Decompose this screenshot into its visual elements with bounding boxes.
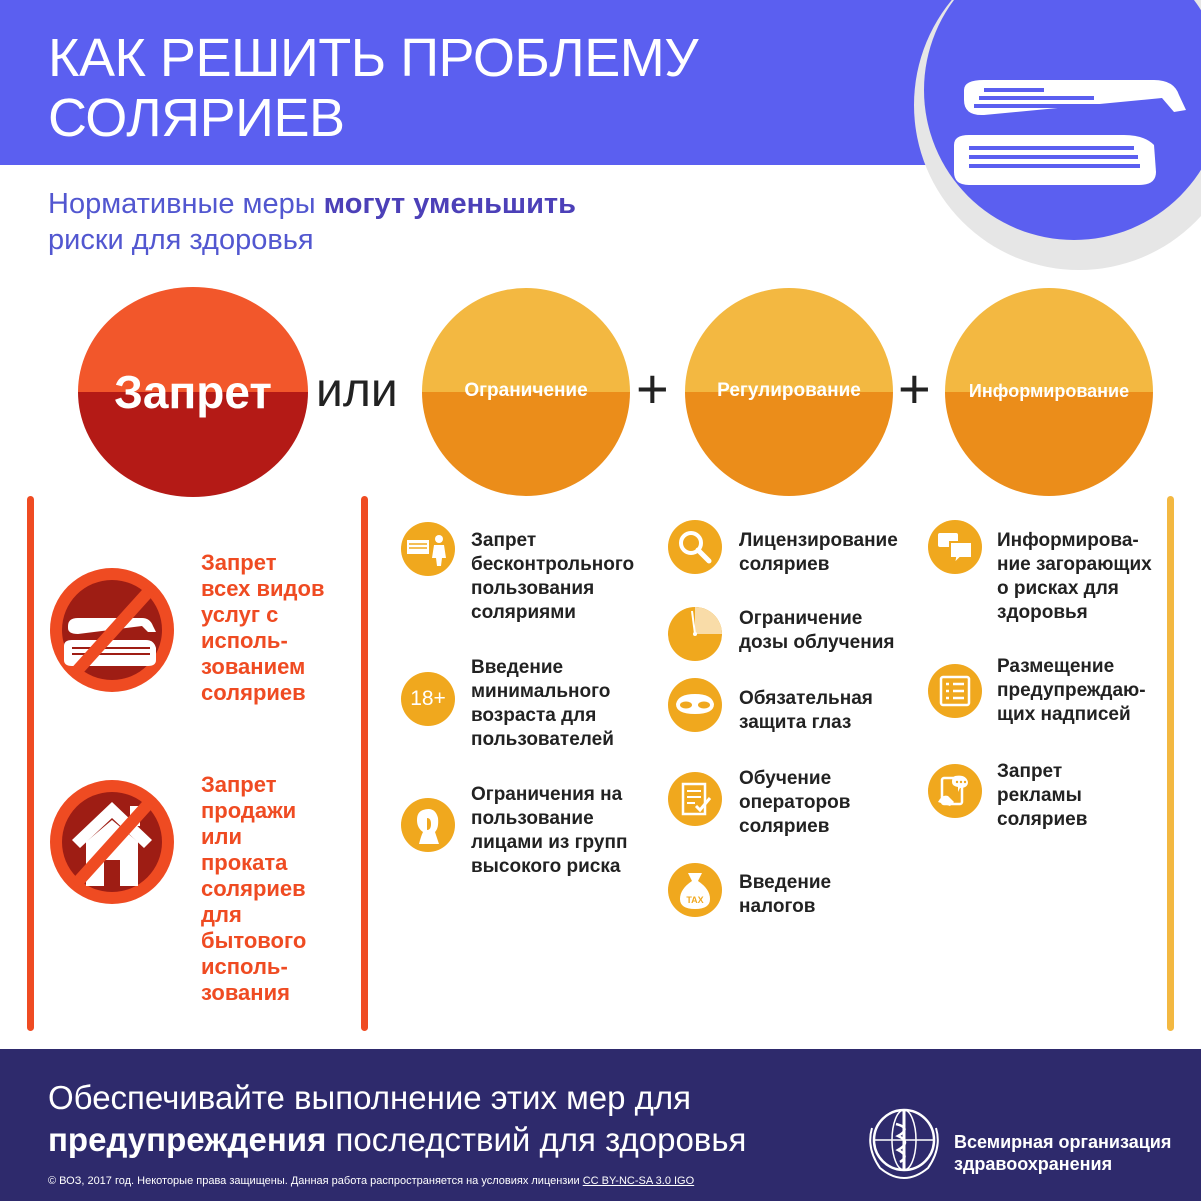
ban-item-1-line-1: Запрет [201, 550, 277, 575]
restriction-item-2-line-2: минимального [471, 681, 611, 702]
who-emblem-icon [862, 1098, 946, 1182]
who-name-line-1: Всемирная организация [954, 1132, 1172, 1152]
ban-column-bar-left [27, 496, 34, 1031]
no-tanning-bed-icon [50, 568, 174, 692]
regulation-circle-label: Регулирование [717, 380, 861, 401]
restriction-item-2-line-3: возраста для [471, 705, 597, 726]
restriction-item-1-line-3: пользования [471, 578, 595, 599]
information-item-1-line-3: о рисках для [997, 578, 1119, 599]
information-circle [945, 288, 1153, 496]
footer-line-2-rest: последствий для здоровья [326, 1121, 747, 1158]
goggles-icon [668, 678, 722, 732]
plus-sign-1: + [636, 357, 669, 420]
regulation-item-1-line-2: соляриев [739, 554, 830, 575]
restriction-circle-label: Ограничение [464, 380, 588, 401]
footer-bold: предупреждения [48, 1121, 327, 1158]
information-item-2-line-1: Размещение [997, 656, 1115, 677]
subtitle-part-2: риски для здоровья [48, 224, 314, 256]
ban-circle-label: Запрет [114, 366, 272, 418]
restriction-item-2-line-1: Введение [471, 657, 564, 678]
ban-item-2-line-8: исполь- [201, 954, 288, 979]
ban-item-2-line-4: проката [201, 850, 288, 875]
tanning-bed-icon [924, 0, 1201, 240]
tanning-bed-badge-inner [924, 0, 1201, 240]
page-title [48, 28, 868, 148]
regulation-item-2-line-2: дозы облучения [739, 632, 895, 653]
license-link[interactable]: CC BY-NC-SA 3.0 IGO [582, 1175, 695, 1187]
dose-gauge-icon [668, 607, 722, 661]
advertising-icon [928, 764, 982, 818]
copyright-text: © ВОЗ, 2017 год. Некоторые права защищены. Данная работа распространяется на условиях лицензии [48, 1175, 583, 1187]
ban-item-2-text [201, 772, 351, 1006]
warning-list-icon [928, 664, 982, 718]
information-item-3-line-2: рекламы [997, 785, 1082, 806]
regulation-item-3-text [739, 687, 929, 735]
speech-bubbles-icon [928, 520, 982, 574]
ban-item-1-line-2: всех видов [201, 576, 325, 601]
information-item-3-line-1: Запрет [997, 761, 1063, 782]
woman-profile-icon [401, 798, 455, 852]
ban-item-1-text [201, 550, 351, 706]
who-name-line-2: здравоохранения [954, 1154, 1113, 1174]
title-line-2: СОЛЯРИЕВ [48, 88, 345, 148]
restriction-item-2-text [471, 656, 661, 752]
restriction-item-3-line-1: Ограничения на [471, 784, 623, 805]
regulation-item-2-line-1: Ограничение [739, 608, 863, 629]
information-item-3-text [997, 760, 1167, 832]
title-line-1: КАК РЕШИТЬ ПРОБЛЕМУ [48, 28, 699, 88]
ban-column-bar-right [361, 496, 368, 1031]
restriction-circle [422, 288, 630, 496]
tax-bag-icon [668, 863, 722, 917]
restriction-item-3-text [471, 783, 661, 879]
restriction-item-3-line-2: пользование [471, 808, 594, 829]
information-item-2-line-2: предупреждаю- [997, 680, 1146, 701]
information-item-1-line-1: Информирова- [997, 530, 1139, 551]
restriction-item-2-line-4: пользователей [471, 729, 614, 750]
information-item-1-line-2: ние загорающих [997, 554, 1152, 575]
tax-bag-icon-label: TAX [686, 895, 704, 905]
plus-sign-2: + [898, 357, 931, 420]
ban-circle [78, 287, 308, 497]
ban-item-2-line-9: зования [201, 980, 290, 1005]
tanning-bed-badge [914, 0, 1201, 270]
restriction-item-1-text [471, 529, 661, 625]
information-item-2-text [997, 655, 1167, 727]
ban-item-2-line-5: соляриев [201, 876, 306, 901]
restriction-item-3-line-3: лицами из групп [471, 832, 628, 853]
regulation-item-4-line-2: операторов [739, 792, 851, 813]
age-18-icon [401, 672, 455, 726]
ban-item-2-line-7: бытового [201, 928, 307, 953]
footer-line-1: Обеспечивайте выполнение этих мер для [48, 1079, 692, 1116]
copyright-notice [48, 1174, 768, 1188]
regulation-item-1-line-1: Лицензирование [739, 530, 898, 551]
regulation-item-4-line-3: соляриев [739, 816, 830, 837]
age-18-icon-label: 18+ [410, 687, 446, 710]
ban-item-2-line-6: для [201, 902, 242, 927]
information-item-1-line-4: здоровья [997, 602, 1088, 623]
ban-item-1-line-5: зованием [201, 654, 306, 679]
subtitle-bold: могут уменьшить [323, 188, 576, 220]
information-item-2-line-3: щих надписей [997, 704, 1131, 725]
regulation-item-4-line-1: Обучение [739, 768, 832, 789]
footer-line-2 [48, 1119, 848, 1161]
regulation-item-1-text [739, 529, 929, 577]
restriction-item-1-line-4: соляриями [471, 602, 576, 623]
restriction-item-1-line-2: бесконтрольного [471, 554, 635, 575]
ban-item-2-line-2: продажи [201, 798, 297, 823]
ban-item-1-line-6: соляриев [201, 680, 306, 705]
restriction-item-1-line-1: Запрет [471, 530, 537, 551]
regulation-item-3-line-2: защита глаз [739, 712, 852, 733]
regulation-item-5-line-2: налогов [739, 896, 816, 917]
or-label: или [316, 364, 398, 417]
magnifier-icon [668, 520, 722, 574]
regulation-item-2-text [739, 607, 929, 655]
subtitle [48, 186, 748, 258]
regulation-item-5-text [739, 871, 929, 919]
ban-item-2-line-1: Запрет [201, 772, 277, 797]
ban-item-2-line-3: или [201, 824, 243, 849]
checklist-icon [668, 772, 722, 826]
who-name [954, 1131, 1194, 1175]
no-house-icon [50, 780, 174, 904]
restriction-item-3-line-4: высокого риска [471, 856, 621, 877]
ban-item-1-line-3: услуг с [201, 602, 279, 627]
measures-column-bar-right [1167, 496, 1174, 1031]
information-item-3-line-3: соляриев [997, 809, 1088, 830]
regulation-item-4-text [739, 767, 929, 839]
subtitle-part-1: Нормативные меры [48, 188, 324, 220]
regulation-circle [685, 288, 893, 496]
information-item-1-text [997, 529, 1167, 625]
tanning-bed-person-icon [401, 522, 455, 576]
regulation-item-5-line-1: Введение [739, 872, 832, 893]
information-circle-label: Информирование [968, 381, 1130, 401]
ban-item-1-line-4: исполь- [201, 628, 288, 653]
regulation-item-3-line-1: Обязательная [739, 688, 873, 709]
